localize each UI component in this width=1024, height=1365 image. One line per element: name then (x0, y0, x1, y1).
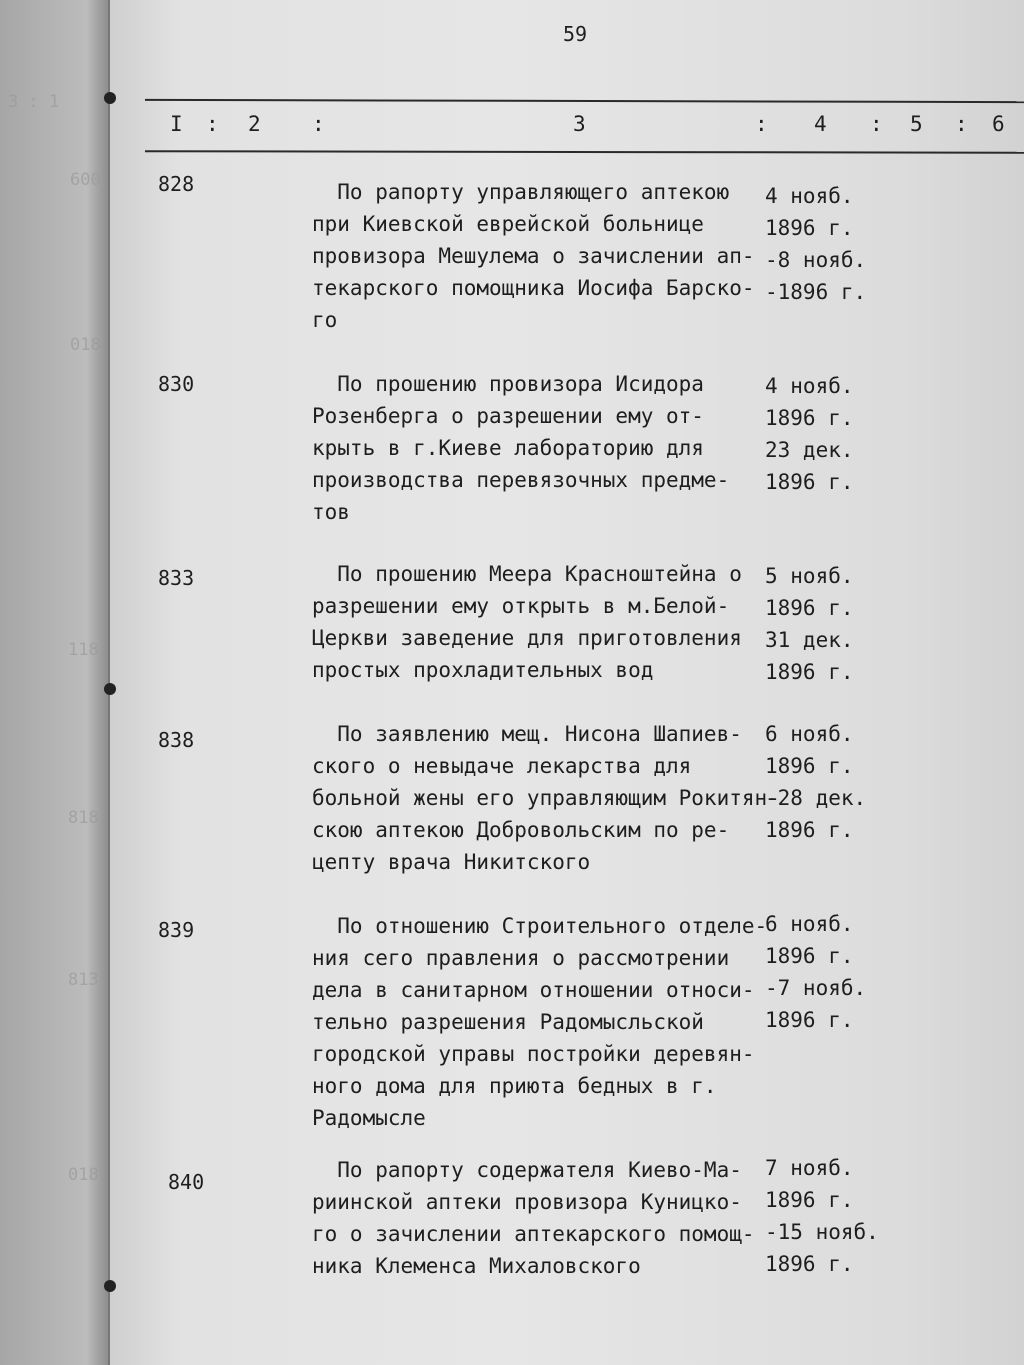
bleed-through-text: 018 (68, 1165, 99, 1185)
entry-line: дела в санитарном отношении относи- (312, 978, 755, 1002)
entry-line: текарского помощника Иосифа Барско- (312, 276, 755, 300)
column-header-6: 6 (992, 112, 1005, 136)
date-begin-day: 6 нояб. (765, 722, 854, 746)
column-header-2: 2 (248, 112, 261, 136)
entry-description (312, 558, 782, 686)
entry-line: провизора Мешулема о зачислении ап- (312, 244, 755, 268)
bleed-through-text: 118 (68, 640, 99, 660)
entry-line: По отношению Строительного отделе- (312, 914, 768, 938)
entry-line: го (312, 308, 338, 332)
entry-line: го о зачислении аптекарского помощ- (312, 1222, 755, 1246)
entry-line: ного дома для приюта бедных в г. (312, 1074, 717, 1098)
entry-line: скою аптекою Добровольским по ре- (312, 818, 730, 842)
bleed-through-text: 813 (68, 970, 99, 990)
date-begin-year: 1896 г. (765, 216, 854, 240)
entry-line: крыть в г.Киеве лабораторию для (312, 436, 704, 460)
date-end-year: 1896 г. (765, 1008, 854, 1032)
date-begin-day: 7 нояб. (765, 1156, 854, 1180)
column-separator: : (870, 112, 883, 136)
entry-description (312, 910, 782, 1134)
date-end-day: -8 нояб. (765, 248, 867, 272)
date-begin-year: 1896 г. (765, 1188, 854, 1212)
bleed-through-text: 3 : 1 (8, 92, 60, 112)
entry-line: Радомысле (312, 1106, 426, 1130)
column-header-1: I (170, 112, 183, 136)
binding-hole (104, 92, 116, 104)
entry-dates (765, 370, 885, 498)
entry-line: По рапорту управляющего аптекою (312, 180, 730, 204)
entry-number: 833 (158, 566, 195, 590)
entry-line: больной жены его управляющим Рокитян- (312, 786, 780, 810)
date-begin-year: 1896 г. (765, 754, 854, 778)
entry-line: цепту врача Никитского (312, 850, 591, 874)
entry-line: ского о невыдаче лекарства для (312, 754, 692, 778)
entry-line: тельно разрешения Радомысльской (312, 1010, 704, 1034)
date-end-year: 1896 г. (765, 470, 854, 494)
entry-description (312, 718, 782, 878)
entry-number: 828 (158, 172, 195, 196)
date-begin-day: 4 нояб. (765, 184, 854, 208)
date-end-year: 1896 г. (765, 818, 854, 842)
entry-description (312, 368, 782, 528)
date-begin-day: 5 нояб. (765, 564, 854, 588)
entry-line: производства перевязочных предме- (312, 468, 730, 492)
date-end-day: 23 дек. (765, 438, 854, 462)
header-rule-bottom (145, 150, 1024, 154)
bleed-through-text: 018 (70, 335, 101, 355)
previous-page-edge (0, 0, 110, 1365)
entry-dates (765, 718, 885, 846)
entry-dates (765, 908, 885, 1036)
entry-dates (765, 180, 885, 308)
column-separator: : (755, 112, 768, 136)
date-end-day: 31 дек. (765, 628, 854, 652)
entry-line: Церкви заведение для приготовления (312, 626, 742, 650)
entry-dates (765, 1152, 885, 1280)
entry-line: По прошению провизора Исидора (312, 372, 704, 396)
date-begin-year: 1896 г. (765, 406, 854, 430)
entry-line: разрешении ему открыть в м.Белой- (312, 594, 730, 618)
date-begin-year: 1896 г. (765, 596, 854, 620)
entry-number: 830 (158, 372, 195, 396)
entry-line: простых прохладительных вод (312, 658, 654, 682)
entry-description (312, 176, 782, 336)
entry-line: тов (312, 500, 350, 524)
entry-line: Розенберга о разрешении ему от- (312, 404, 704, 428)
entry-line: городской управы постройки деревян- (312, 1042, 755, 1066)
entry-line: риинской аптеки провизора Куницко- (312, 1190, 742, 1214)
date-end-day: -28 дек. (765, 786, 867, 810)
binding-hole (104, 1280, 116, 1292)
column-header-4: 4 (814, 112, 827, 136)
column-separator: : (312, 112, 325, 136)
entry-line: По прошению Меера Красноштейна о (312, 562, 742, 586)
date-end-day: -15 нояб. (765, 1220, 879, 1244)
date-end-year: -1896 г. (765, 280, 867, 304)
date-end-year: 1896 г. (765, 1252, 854, 1276)
entry-line: ника Клеменса Михаловского (312, 1254, 641, 1278)
date-begin-year: 1896 г. (765, 944, 854, 968)
bleed-through-text: 600 (70, 170, 101, 190)
date-end-year: 1896 г. (765, 660, 854, 684)
entry-description (312, 1154, 782, 1282)
column-separator: : (955, 112, 968, 136)
entry-line: при Киевской еврейской больнице (312, 212, 704, 236)
date-end-day: -7 нояб. (765, 976, 867, 1000)
entry-number: 839 (158, 918, 195, 942)
column-header-5: 5 (910, 112, 923, 136)
page-number: 59 (563, 22, 588, 46)
column-header-3: 3 (573, 112, 586, 136)
column-separator: : (206, 112, 219, 136)
entry-line: По рапорту содержателя Киево-Ма- (312, 1158, 742, 1182)
date-begin-day: 4 нояб. (765, 374, 854, 398)
entry-line: По заявлению мещ. Нисона Шапиев- (312, 722, 742, 746)
bleed-through-text: 818 (68, 808, 99, 828)
date-begin-day: 6 нояб. (765, 912, 854, 936)
header-rule-top (145, 99, 1024, 103)
entry-line: ния сего правления о рассмотрении (312, 946, 730, 970)
entry-dates (765, 560, 885, 688)
binding-hole (104, 683, 116, 695)
entry-number: 838 (158, 728, 195, 752)
entry-number: 840 (168, 1170, 205, 1194)
